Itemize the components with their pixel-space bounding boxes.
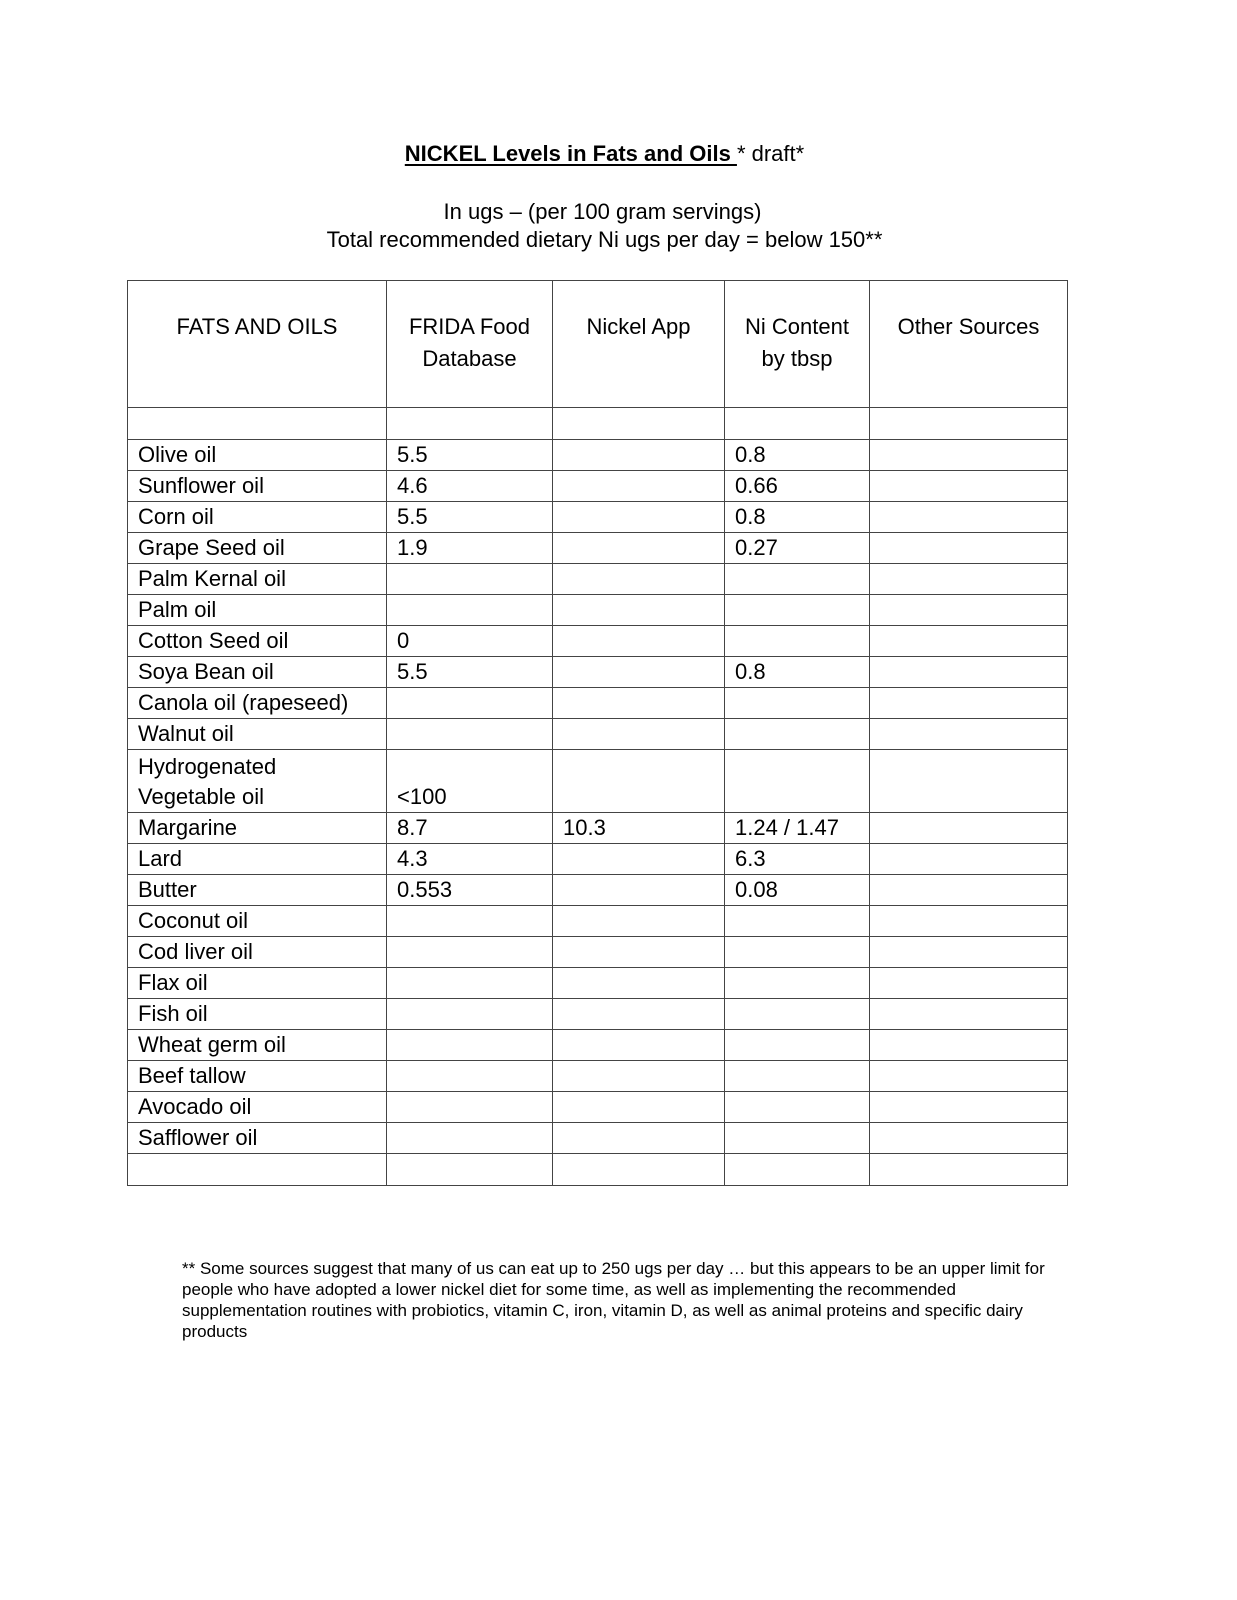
frida-value: 1.9 bbox=[387, 533, 553, 564]
subtitle bbox=[0, 198, 1237, 254]
table-row bbox=[128, 906, 1068, 937]
table-cell bbox=[870, 408, 1068, 440]
oil-name: Coconut oil bbox=[128, 906, 387, 937]
nickel-app-value bbox=[553, 502, 725, 533]
header-nickel-app: Nickel App bbox=[553, 281, 725, 408]
frida-value: 5.5 bbox=[387, 657, 553, 688]
header-ni-content-by-tbsp bbox=[725, 281, 870, 408]
oil-name: Canola oil (rapeseed) bbox=[128, 688, 387, 719]
other-sources-value bbox=[870, 1123, 1068, 1154]
oil-name: Margarine bbox=[128, 813, 387, 844]
nickel-app-value bbox=[553, 533, 725, 564]
tbsp-value: 1.24 / 1.47 bbox=[725, 813, 870, 844]
oil-name-line2: Vegetable oil bbox=[138, 784, 264, 809]
other-sources-value bbox=[870, 999, 1068, 1030]
nickel-levels-table bbox=[127, 280, 1068, 1186]
tbsp-value: 0.08 bbox=[725, 875, 870, 906]
oil-name: Cotton Seed oil bbox=[128, 626, 387, 657]
other-sources-value bbox=[870, 813, 1068, 844]
oil-name: Fish oil bbox=[128, 999, 387, 1030]
table-row bbox=[128, 813, 1068, 844]
oil-name: Walnut oil bbox=[128, 719, 387, 750]
table-cell bbox=[870, 1154, 1068, 1186]
table-row bbox=[128, 440, 1068, 471]
oil-name: Corn oil bbox=[128, 502, 387, 533]
frida-value bbox=[387, 688, 553, 719]
table-row bbox=[128, 626, 1068, 657]
oil-name: Palm oil bbox=[128, 595, 387, 626]
tbsp-value: 0.27 bbox=[725, 533, 870, 564]
other-sources-value bbox=[870, 750, 1068, 813]
frida-value bbox=[387, 999, 553, 1030]
nickel-app-value bbox=[553, 844, 725, 875]
frida-value: 0.553 bbox=[387, 875, 553, 906]
table-row bbox=[128, 595, 1068, 626]
header-frida-food-database bbox=[387, 281, 553, 408]
oil-name: Palm Kernal oil bbox=[128, 564, 387, 595]
oil-name: Sunflower oil bbox=[128, 471, 387, 502]
nickel-app-value bbox=[553, 719, 725, 750]
other-sources-value bbox=[870, 968, 1068, 999]
tbsp-value bbox=[725, 999, 870, 1030]
other-sources-value bbox=[870, 937, 1068, 968]
nickel-app-value bbox=[553, 471, 725, 502]
other-sources-value bbox=[870, 595, 1068, 626]
table-row bbox=[128, 750, 1068, 813]
oil-name: Lard bbox=[128, 844, 387, 875]
oil-name-line1: Hydrogenated bbox=[138, 754, 277, 779]
nickel-app-value bbox=[553, 1092, 725, 1123]
tbsp-value bbox=[725, 564, 870, 595]
frida-value bbox=[387, 564, 553, 595]
nickel-app-value bbox=[553, 564, 725, 595]
header-ni-content-line2: by tbsp bbox=[761, 346, 833, 371]
frida-value bbox=[387, 1092, 553, 1123]
table-row bbox=[128, 688, 1068, 719]
oil-name: Flax oil bbox=[128, 968, 387, 999]
other-sources-value bbox=[870, 875, 1068, 906]
tbsp-value bbox=[725, 937, 870, 968]
table-row bbox=[128, 502, 1068, 533]
frida-value bbox=[387, 719, 553, 750]
other-sources-value bbox=[870, 533, 1068, 564]
header-frida-line2: Database bbox=[422, 346, 517, 371]
table-row bbox=[128, 471, 1068, 502]
oil-name: Wheat germ oil bbox=[128, 1030, 387, 1061]
other-sources-value bbox=[870, 1030, 1068, 1061]
tbsp-value bbox=[725, 750, 870, 813]
subtitle-daily-limit: Total recommended dietary Ni ugs per day = below 150** bbox=[326, 227, 883, 252]
page-title bbox=[0, 140, 1237, 168]
frida-value: 4.3 bbox=[387, 844, 553, 875]
table-row bbox=[128, 719, 1068, 750]
frida-value bbox=[387, 1061, 553, 1092]
other-sources-value bbox=[870, 906, 1068, 937]
table-cell bbox=[553, 1154, 725, 1186]
frida-value: 0 bbox=[387, 626, 553, 657]
title-draft-marker: * draft* bbox=[736, 141, 805, 166]
frida-value bbox=[387, 1123, 553, 1154]
frida-value bbox=[387, 906, 553, 937]
nickel-app-value bbox=[553, 440, 725, 471]
nickel-app-value bbox=[553, 999, 725, 1030]
tbsp-value bbox=[725, 688, 870, 719]
nickel-app-value bbox=[553, 906, 725, 937]
frida-value: 8.7 bbox=[387, 813, 553, 844]
tbsp-value bbox=[725, 1092, 870, 1123]
tbsp-value bbox=[725, 1123, 870, 1154]
table-cell bbox=[553, 408, 725, 440]
header-frida-line1: FRIDA Food bbox=[408, 314, 531, 339]
frida-value bbox=[387, 595, 553, 626]
nickel-app-value bbox=[553, 1030, 725, 1061]
table-row bbox=[128, 999, 1068, 1030]
table-row bbox=[128, 1123, 1068, 1154]
tbsp-value: 0.8 bbox=[725, 657, 870, 688]
table-row bbox=[128, 657, 1068, 688]
table-row bbox=[128, 937, 1068, 968]
oil-name: Avocado oil bbox=[128, 1092, 387, 1123]
tbsp-value: 0.8 bbox=[725, 440, 870, 471]
other-sources-value bbox=[870, 844, 1068, 875]
table-row bbox=[128, 564, 1068, 595]
oil-name: Beef tallow bbox=[128, 1061, 387, 1092]
frida-value bbox=[387, 1030, 553, 1061]
table-row bbox=[128, 1030, 1068, 1061]
tbsp-value bbox=[725, 626, 870, 657]
table-row bbox=[128, 1092, 1068, 1123]
tbsp-value bbox=[725, 968, 870, 999]
other-sources-value bbox=[870, 471, 1068, 502]
table-row bbox=[128, 533, 1068, 564]
other-sources-value bbox=[870, 564, 1068, 595]
nickel-app-value bbox=[553, 595, 725, 626]
table-row bbox=[128, 1061, 1068, 1092]
oil-name: Cod liver oil bbox=[128, 937, 387, 968]
frida-value: <100 bbox=[387, 750, 553, 813]
header-other-sources: Other Sources bbox=[870, 281, 1068, 408]
nickel-app-value bbox=[553, 626, 725, 657]
table-spacer-row bbox=[128, 408, 1068, 440]
oil-name: Soya Bean oil bbox=[128, 657, 387, 688]
oil-name bbox=[128, 750, 387, 813]
tbsp-value bbox=[725, 1030, 870, 1061]
nickel-app-value bbox=[553, 1061, 725, 1092]
header-fats-and-oils: FATS AND OILS bbox=[128, 281, 387, 408]
tbsp-value bbox=[725, 906, 870, 937]
oil-name: Grape Seed oil bbox=[128, 533, 387, 564]
nickel-app-value bbox=[553, 657, 725, 688]
nickel-app-value: 10.3 bbox=[553, 813, 725, 844]
footnote: ** Some sources suggest that many of us can eat up to 250 ugs per day … but this appears to be an upper limit for people who have adopted a lower nickel diet for some time, as well as implementing the recommended supplementation routines with probiotics, vitamin C, iron, vitamin D, as well as animal proteins and specific dairy products bbox=[182, 1259, 1045, 1341]
other-sources-value bbox=[870, 657, 1068, 688]
table-cell bbox=[725, 1154, 870, 1186]
frida-value bbox=[387, 968, 553, 999]
header-ni-content-line1: Ni Content bbox=[745, 314, 849, 339]
title-main: NICKEL Levels in Fats and Oils bbox=[404, 141, 737, 166]
table-row bbox=[128, 844, 1068, 875]
tbsp-value: 0.66 bbox=[725, 471, 870, 502]
frida-value: 5.5 bbox=[387, 502, 553, 533]
tbsp-value bbox=[725, 1061, 870, 1092]
oil-name: Safflower oil bbox=[128, 1123, 387, 1154]
nickel-app-value bbox=[553, 688, 725, 719]
nickel-app-value bbox=[553, 968, 725, 999]
frida-value: 5.5 bbox=[387, 440, 553, 471]
other-sources-value bbox=[870, 502, 1068, 533]
other-sources-value bbox=[870, 440, 1068, 471]
table-cell bbox=[128, 408, 387, 440]
frida-value bbox=[387, 937, 553, 968]
other-sources-value bbox=[870, 719, 1068, 750]
nickel-app-value bbox=[553, 1123, 725, 1154]
tbsp-value: 6.3 bbox=[725, 844, 870, 875]
table-row bbox=[128, 875, 1068, 906]
table-spacer-row bbox=[128, 1154, 1068, 1186]
other-sources-value bbox=[870, 688, 1068, 719]
table-cell bbox=[725, 408, 870, 440]
table-cell bbox=[128, 1154, 387, 1186]
table-cell bbox=[387, 1154, 553, 1186]
other-sources-value bbox=[870, 1061, 1068, 1092]
other-sources-value bbox=[870, 1092, 1068, 1123]
frida-value: 4.6 bbox=[387, 471, 553, 502]
tbsp-value bbox=[725, 595, 870, 626]
nickel-app-value bbox=[553, 750, 725, 813]
table-row bbox=[128, 968, 1068, 999]
tbsp-value: 0.8 bbox=[725, 502, 870, 533]
nickel-app-value bbox=[553, 937, 725, 968]
table-header-row bbox=[128, 281, 1068, 408]
oil-name: Butter bbox=[128, 875, 387, 906]
table-cell bbox=[387, 408, 553, 440]
oil-name: Olive oil bbox=[128, 440, 387, 471]
subtitle-units: In ugs – (per 100 gram servings) bbox=[443, 199, 762, 224]
nickel-app-value bbox=[553, 875, 725, 906]
other-sources-value bbox=[870, 626, 1068, 657]
tbsp-value bbox=[725, 719, 870, 750]
